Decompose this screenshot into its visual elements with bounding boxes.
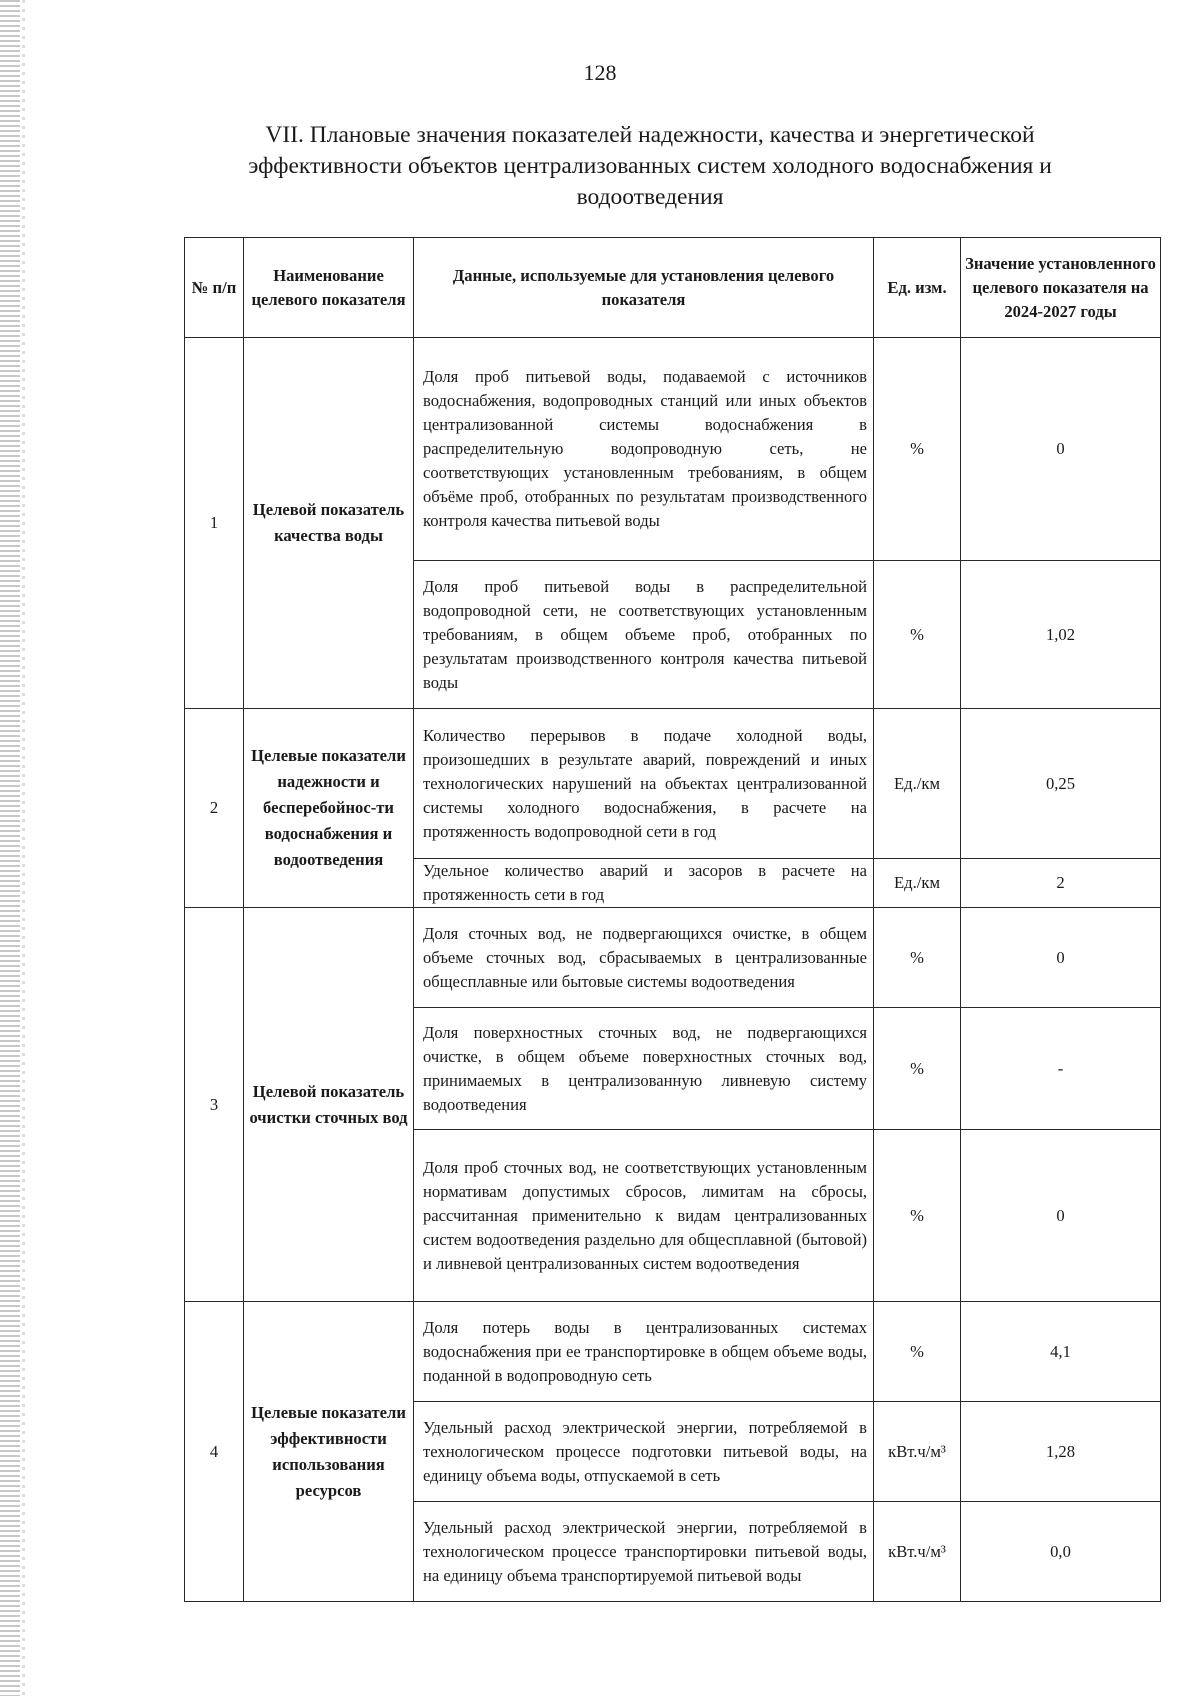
section-title-line-2: эффективности объектов централизованных систем холодного водоснабжения и bbox=[248, 153, 1052, 179]
indicator-data: Доля сточных вод, не подвергающихся очистке, в общем объеме сточных вод, сбрасываемых в централизованные общесплавные или бытовые системы водоотведения bbox=[414, 908, 874, 1008]
group-num: 1 bbox=[185, 338, 244, 709]
indicator-data: Удельный расход электрической энергии, потребляемой в технологическом процессе подготовки питьевой воды, на единицу объема воды, отпускаемой в сеть bbox=[414, 1402, 874, 1502]
header-name: Наименование целевого показателя bbox=[244, 238, 414, 338]
table-row bbox=[185, 338, 1161, 561]
indicator-data: Удельное количество аварий и засоров в расчете на протяженность сети в год bbox=[414, 859, 874, 908]
group-num: 4 bbox=[185, 1302, 244, 1602]
indicator-data: Доля поверхностных сточных вод, не подвергающихся очистке, в общем объеме поверхностных сточных вод, принимаемых в централизованную ливневую систему водоотведения bbox=[414, 1008, 874, 1130]
indicator-unit: % bbox=[874, 1130, 961, 1302]
indicator-value: 4,1 bbox=[961, 1302, 1161, 1402]
indicator-unit: кВт.ч/м³ bbox=[874, 1502, 961, 1602]
table-row bbox=[185, 709, 1161, 859]
header-num: № п/п bbox=[185, 238, 244, 338]
indicator-data: Количество перерывов в подаче холодной воды, произошедших в результате аварий, повреждений и иных технологических нарушений на объектах централизованной системы холодного водоснабжения, в расчете на протяженность водопроводной сети в год bbox=[414, 709, 874, 859]
indicator-unit: кВт.ч/м³ bbox=[874, 1402, 961, 1502]
indicator-unit: % bbox=[874, 338, 961, 561]
indicator-value: 1,02 bbox=[961, 561, 1161, 709]
indicator-data: Доля проб питьевой воды в распределительной водопроводной сети, не соответствующих установленным требованиям, в общем объеме проб, отобранных по результатам производственного контроля качества питьевой воды bbox=[414, 561, 874, 709]
table-row bbox=[185, 908, 1161, 1008]
table-row bbox=[185, 1302, 1161, 1402]
indicator-value: 2 bbox=[961, 859, 1161, 908]
indicator-value: - bbox=[961, 1008, 1161, 1130]
indicator-value: 0 bbox=[961, 908, 1161, 1008]
group-name: Целевой показатель очистки сточных вод bbox=[244, 908, 414, 1302]
scan-edge-artifact-inner bbox=[22, 0, 25, 1696]
indicator-value: 0 bbox=[961, 1130, 1161, 1302]
table-header-row bbox=[185, 238, 1161, 338]
indicator-unit: % bbox=[874, 561, 961, 709]
indicator-data: Удельный расход электрической энергии, потребляемой в технологическом процессе транспортировки питьевой воды, на единицу объема транспортируемой питьевой воды bbox=[414, 1502, 874, 1602]
targets-table bbox=[184, 237, 1161, 1602]
indicator-data: Доля проб питьевой воды, подаваемой с источников водоснабжения, водопроводных станций или иных объектов централизованной системы водоснабжения в распределительную водопроводную сеть, не соответствующих установленным требованиям, в общем объёме проб, отобранных по результатам производственного контроля качества питьевой воды bbox=[414, 338, 874, 561]
header-data: Данные, используемые для установления целевого показателя bbox=[414, 238, 874, 338]
page-number: 128 bbox=[583, 60, 617, 85]
indicator-unit: % bbox=[874, 1008, 961, 1130]
indicator-unit: % bbox=[874, 1302, 961, 1402]
group-name: Целевой показатель качества воды bbox=[244, 338, 414, 709]
header-value: Значение установленного целевого показателя на 2024-2027 годы bbox=[961, 238, 1161, 338]
indicator-value: 0,25 bbox=[961, 709, 1161, 859]
indicator-data: Доля потерь воды в централизованных системах водоснабжения при ее транспортировке в общем объеме воды, поданной в водопроводную сеть bbox=[414, 1302, 874, 1402]
indicator-unit: % bbox=[874, 908, 961, 1008]
indicator-value: 0 bbox=[961, 338, 1161, 561]
group-num: 2 bbox=[185, 709, 244, 908]
indicator-unit: Ед./км bbox=[874, 709, 961, 859]
indicator-value: 0,0 bbox=[961, 1502, 1161, 1602]
section-title bbox=[180, 120, 1120, 213]
indicator-unit: Ед./км bbox=[874, 859, 961, 908]
scan-edge-artifact bbox=[0, 0, 20, 1696]
indicator-data: Доля проб сточных вод, не соответствующих установленным нормативам допустимых сбросов, лимитам на сбросы, рассчитанная применительно к видам централизованных систем водоотведения раздельно для общесплавной (бытовой) и ливневой централизованных систем водоотведения bbox=[414, 1130, 874, 1302]
group-name: Целевые показатели надежности и бесперебойнос-ти водоснабжения и водоотведения bbox=[244, 709, 414, 908]
header-unit: Ед. изм. bbox=[874, 238, 961, 338]
section-title-line-3: водоотведения bbox=[576, 184, 724, 210]
group-num: 3 bbox=[185, 908, 244, 1302]
section-title-line-1: VII. Плановые значения показателей надежности, качества и энергетической bbox=[265, 122, 1035, 148]
indicator-value: 1,28 bbox=[961, 1402, 1161, 1502]
group-name: Целевые показатели эффективности использования ресурсов bbox=[244, 1302, 414, 1602]
